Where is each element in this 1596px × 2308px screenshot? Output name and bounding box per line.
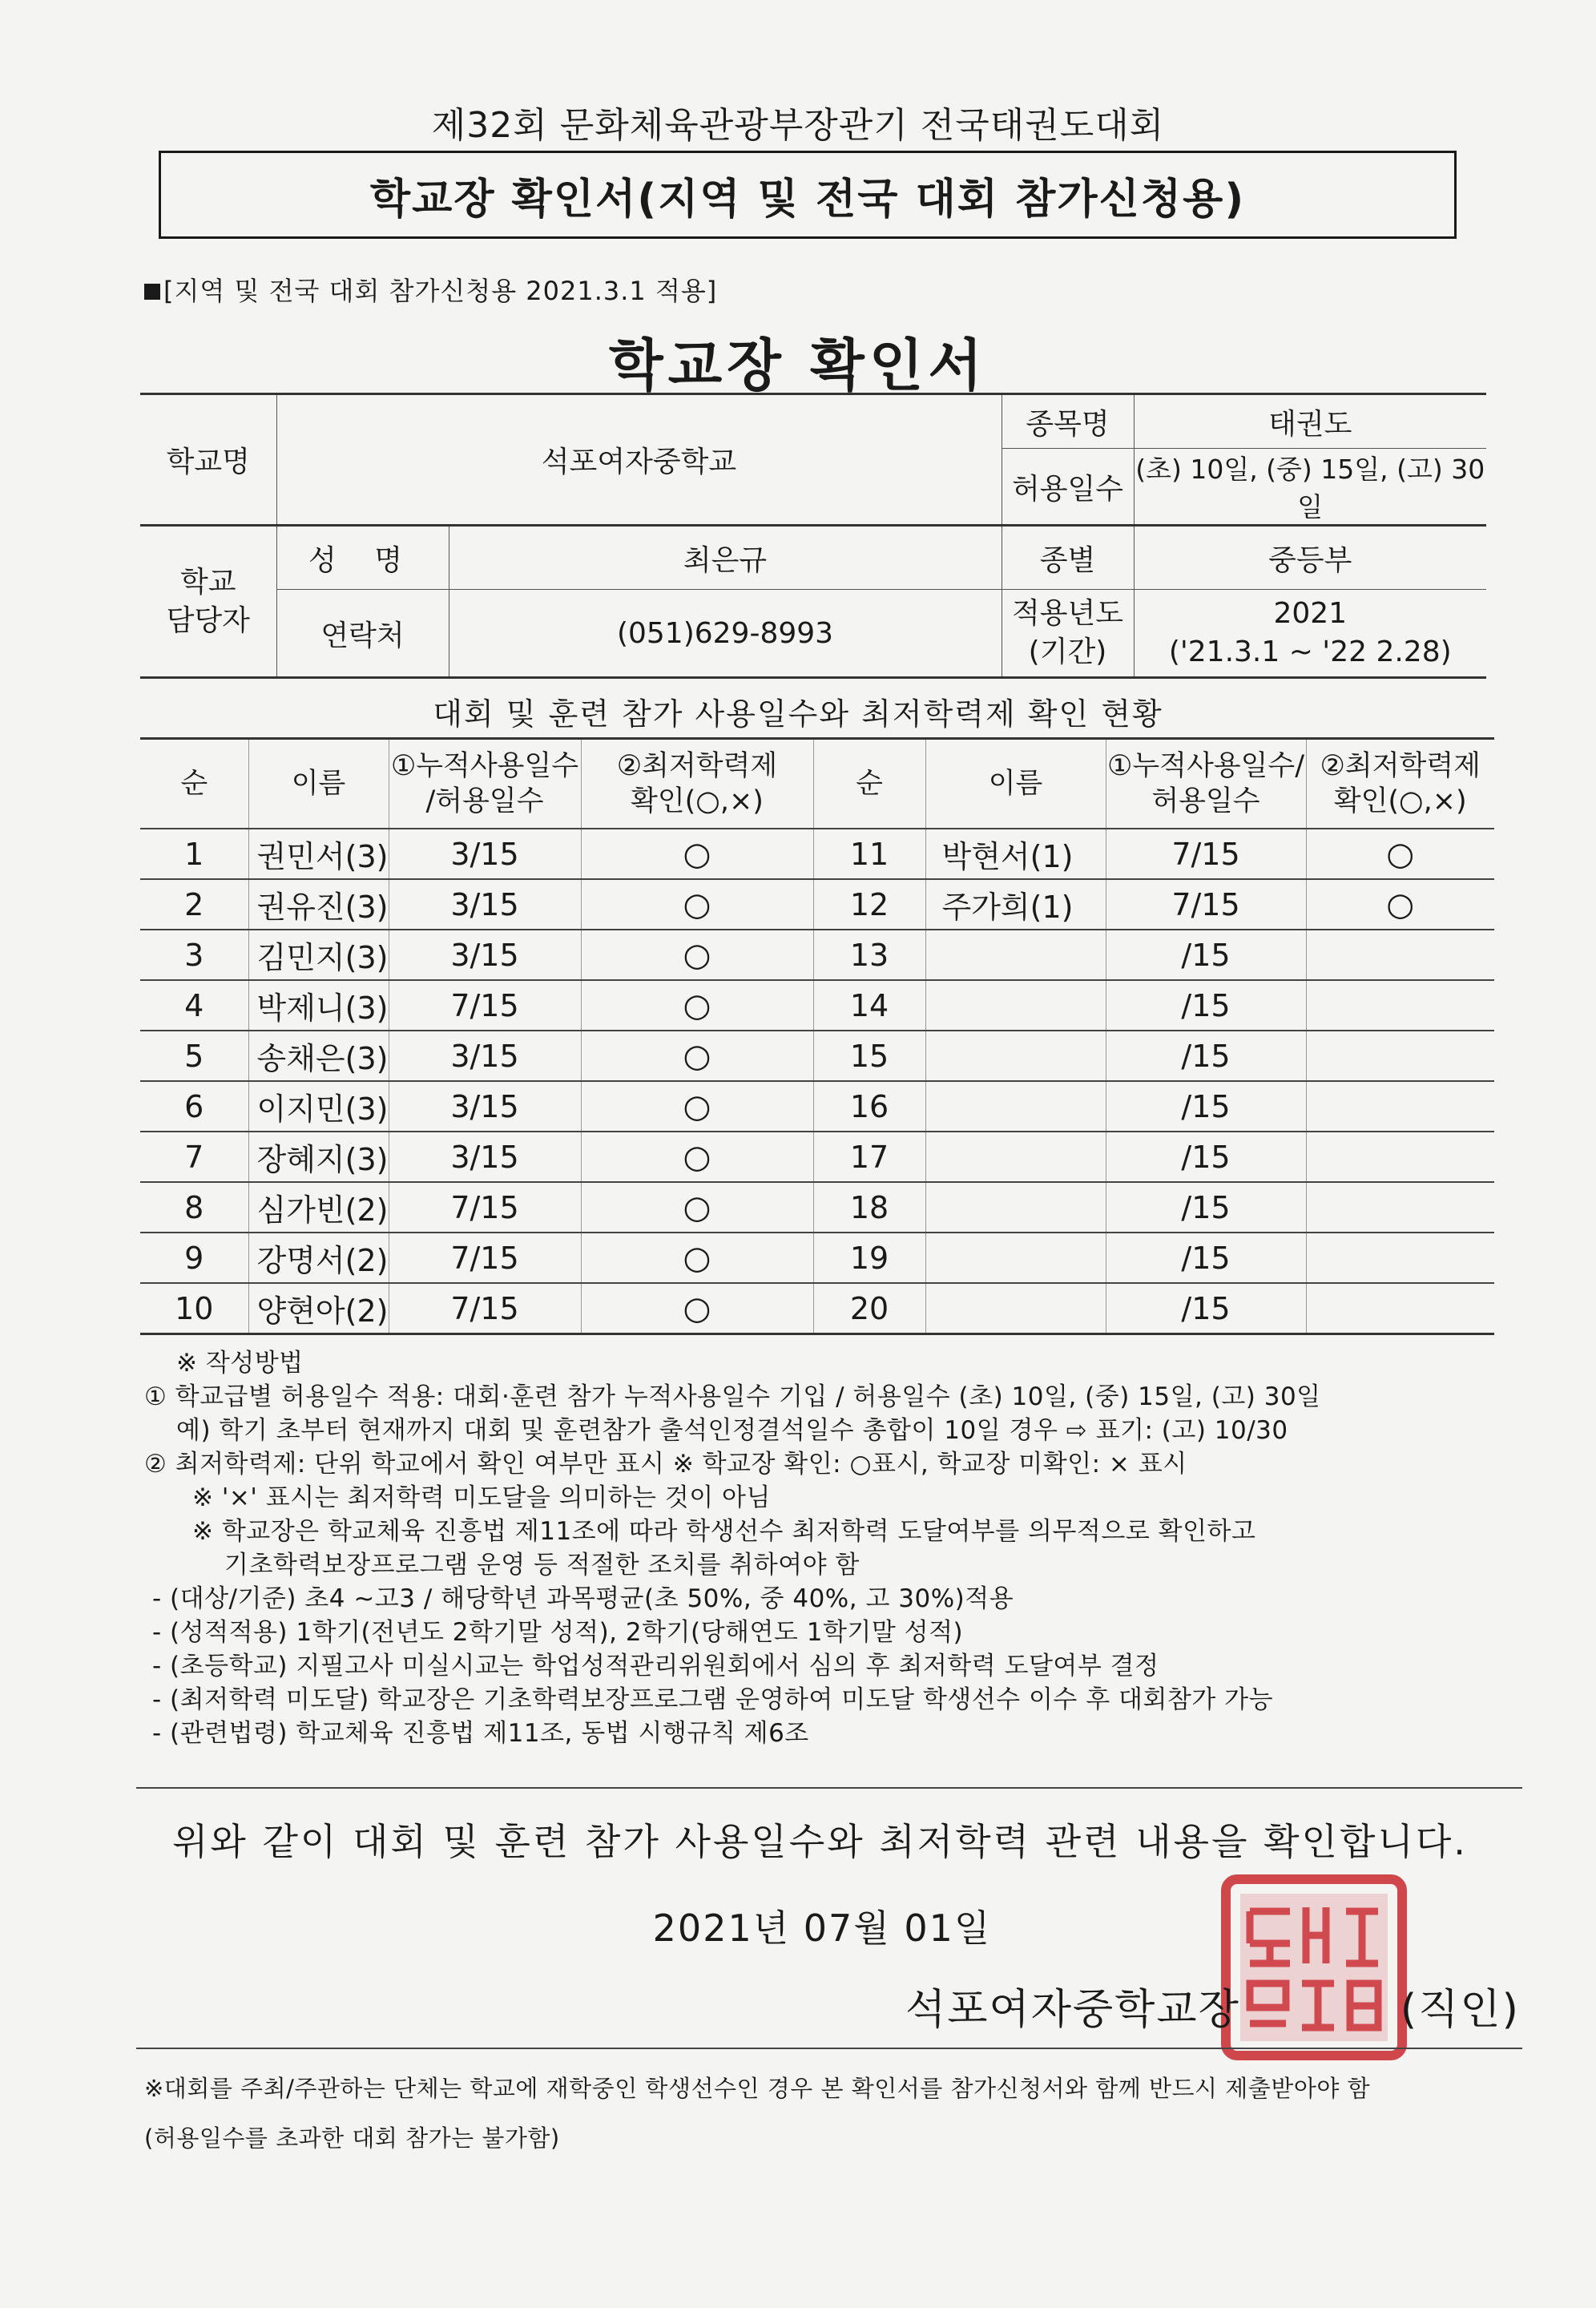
col-header-name: 이름 xyxy=(248,739,389,829)
instructions-heading: ※ 작성방법 xyxy=(176,1349,304,1378)
divider xyxy=(136,1787,1522,1789)
row-days: 3/15 xyxy=(389,1031,581,1081)
instruction-line: - (초등학교) 지필고사 미실시교는 학업성적관리위원회에서 심의 후 최저학력 도달여부 결정 xyxy=(152,1652,1159,1681)
row-no: 5 xyxy=(140,1031,248,1081)
row-days2: 7/15 xyxy=(1106,879,1306,930)
divider xyxy=(136,2048,1522,2049)
year-cell xyxy=(1134,590,1486,678)
signer-line xyxy=(905,1975,1520,2036)
row-days: 3/15 xyxy=(389,829,581,879)
row-name2 xyxy=(925,1031,1106,1081)
category-value: 중등부 xyxy=(1134,526,1486,590)
signer-school: 석포여자중학교장 xyxy=(905,1986,1240,2034)
instruction-line: ① 학교급별 허용일수 적용: 대회·훈련 참가 누적사용일수 기입 / 허용일수 (초) 10일, (중) 15일, (고) 30일 xyxy=(144,1382,1321,1411)
section-title: 대회 및 훈련 참가 사용일수와 최저학력제 확인 현황 xyxy=(433,696,1163,732)
row-days2: /15 xyxy=(1106,1233,1306,1283)
main-title: 학교장 확인서 xyxy=(608,333,988,398)
row-days: 7/15 xyxy=(389,1233,581,1283)
table-row xyxy=(140,930,1494,980)
school-name-value: 석포여자중학교 xyxy=(276,394,1002,526)
footer-notes xyxy=(144,2064,1506,2163)
header-box-title-text: 학교장 확인서(지역 및 전국 대회 참가신청용) xyxy=(369,175,1246,224)
row-no2: 11 xyxy=(813,829,925,879)
row-name2 xyxy=(925,1283,1106,1334)
row-academic-mark: ○ xyxy=(581,930,813,980)
signer-seal-label: (직인) xyxy=(1400,1986,1520,2034)
instruction-line: ※ '×' 표시는 최저학력 미도달을 의미하는 것이 아님 xyxy=(192,1483,771,1512)
year-label: 적용년도 (기간) xyxy=(1002,590,1134,678)
row-days2: /15 xyxy=(1106,1081,1306,1132)
row-no: 3 xyxy=(140,930,248,980)
row-no2: 14 xyxy=(813,980,925,1031)
row-days: 3/15 xyxy=(389,930,581,980)
table-row xyxy=(140,1283,1494,1334)
row-name2: 주가희(1) xyxy=(925,879,1106,930)
row-days: 7/15 xyxy=(389,980,581,1031)
row-academic-mark2 xyxy=(1306,1031,1494,1081)
square-bullet-icon xyxy=(144,284,160,300)
manager-name-label: 성 명 xyxy=(276,526,449,590)
instruction-line: ※ 학교장은 학교체육 진흥법 제11조에 따라 학생선수 최저학력 도달여부를 의무적으로 확인하고 xyxy=(192,1517,1256,1546)
row-days2: /15 xyxy=(1106,1182,1306,1233)
row-name2 xyxy=(925,1182,1106,1233)
row-days: 3/15 xyxy=(389,1081,581,1132)
row-no: 2 xyxy=(140,879,248,930)
event-title: 제32회 문화체육관광부장관기 전국태권도대회 xyxy=(431,105,1165,146)
col-header-days2: ①누적사용일수/ 허용일수 xyxy=(1106,739,1306,829)
row-no: 9 xyxy=(140,1233,248,1283)
row-no2: 12 xyxy=(813,879,925,930)
row-days2: /15 xyxy=(1106,1283,1306,1334)
row-academic-mark2 xyxy=(1306,1283,1494,1334)
row-academic-mark2: ○ xyxy=(1306,879,1494,930)
row-days: 3/15 xyxy=(389,879,581,930)
contact-value: (051)629-8993 xyxy=(449,590,1002,678)
col-header-academic2: ②최저학력제 확인(○,×) xyxy=(1306,739,1494,829)
row-academic-mark: ○ xyxy=(581,1031,813,1081)
row-name2 xyxy=(925,1081,1106,1132)
row-no: 8 xyxy=(140,1182,248,1233)
row-academic-mark: ○ xyxy=(581,879,813,930)
row-days: 3/15 xyxy=(389,1132,581,1182)
row-name: 장혜지(3) xyxy=(248,1132,389,1182)
roster-table xyxy=(140,737,1494,1335)
row-academic-mark: ○ xyxy=(581,1132,813,1182)
manager-name-value: 최은규 xyxy=(449,526,1002,590)
school-name-label: 학교명 xyxy=(140,394,276,526)
allowed-days-label: 허용일수 xyxy=(1002,449,1134,526)
instruction-line: - (최저학력 미도달) 학교장은 기초학력보장프로그램 운영하여 미도달 학생선수 이수 후 대회참가 가능 xyxy=(152,1685,1274,1714)
row-name2: 박현서(1) xyxy=(925,829,1106,879)
row-name: 심가빈(2) xyxy=(248,1182,389,1233)
row-days: 7/15 xyxy=(389,1182,581,1233)
row-no2: 20 xyxy=(813,1283,925,1334)
row-name: 권민서(3) xyxy=(248,829,389,879)
row-no: 4 xyxy=(140,980,248,1031)
row-name: 송채은(3) xyxy=(248,1031,389,1081)
header-box-title xyxy=(159,151,1457,239)
row-academic-mark: ○ xyxy=(581,980,813,1031)
table-row xyxy=(140,1132,1494,1182)
instruction-line: - (관련법령) 학교체육 진흥법 제11조, 동법 시행규칙 제6조 xyxy=(152,1719,809,1748)
row-name2 xyxy=(925,930,1106,980)
table-row xyxy=(140,980,1494,1031)
col-header-no2: 순 xyxy=(813,739,925,829)
manager-label: 학교 담당자 xyxy=(140,526,276,678)
footer-note: (허용일수를 초과한 대회 참가는 불가함) xyxy=(144,2124,560,2152)
apply-note xyxy=(144,271,717,308)
row-name: 김민지(3) xyxy=(248,930,389,980)
row-no2: 15 xyxy=(813,1031,925,1081)
row-no2: 16 xyxy=(813,1081,925,1132)
sport-value: 태권도 xyxy=(1134,394,1486,449)
row-days: 7/15 xyxy=(389,1283,581,1334)
period-value: ('21.3.1 ~ '22 2.28) xyxy=(1168,636,1452,668)
row-no2: 17 xyxy=(813,1132,925,1182)
row-no: 10 xyxy=(140,1283,248,1334)
row-days2: /15 xyxy=(1106,930,1306,980)
school-info-table xyxy=(140,393,1486,679)
category-label: 종별 xyxy=(1002,526,1134,590)
table-row xyxy=(140,1233,1494,1283)
table-row xyxy=(140,1182,1494,1233)
col-header-name2: 이름 xyxy=(925,739,1106,829)
row-days2: /15 xyxy=(1106,1132,1306,1182)
table-row xyxy=(140,829,1494,879)
row-academic-mark: ○ xyxy=(581,1233,813,1283)
row-no: 7 xyxy=(140,1132,248,1182)
col-header-no: 순 xyxy=(140,739,248,829)
instruction-line: - (대상/기준) 초4 ~고3 / 해당학년 과목평균(초 50%, 중 40%, 고 30%)적용 xyxy=(152,1584,1014,1613)
row-academic-mark: ○ xyxy=(581,1182,813,1233)
row-academic-mark2 xyxy=(1306,1182,1494,1233)
row-academic-mark2 xyxy=(1306,1132,1494,1182)
row-academic-mark: ○ xyxy=(581,1081,813,1132)
row-name2 xyxy=(925,980,1106,1031)
issue-date: 2021년 07월 01일 xyxy=(652,1907,992,1950)
row-academic-mark2 xyxy=(1306,1233,1494,1283)
row-no2: 19 xyxy=(813,1233,925,1283)
instruction-line: 기초학력보장프로그램 운영 등 적절한 조치를 취하여야 함 xyxy=(224,1551,860,1580)
row-academic-mark2 xyxy=(1306,930,1494,980)
apply-note-text: [지역 및 전국 대회 참가신청용 2021.3.1 적용] xyxy=(163,276,718,306)
year-value: 2021 xyxy=(1273,597,1348,630)
instruction-line: 예) 학기 초부터 현재까지 대회 및 훈련참가 출석인정결석일수 총합이 10일 경우 ⇨ 표기: (고) 10/30 xyxy=(176,1416,1288,1445)
row-no2: 18 xyxy=(813,1182,925,1233)
row-academic-mark: ○ xyxy=(581,1283,813,1334)
row-name: 강명서(2) xyxy=(248,1233,389,1283)
row-academic-mark2 xyxy=(1306,1081,1494,1132)
table-row xyxy=(140,1081,1494,1132)
row-days2: /15 xyxy=(1106,1031,1306,1081)
row-name: 박제니(3) xyxy=(248,980,389,1031)
writing-instructions xyxy=(144,1346,1506,1750)
table-row xyxy=(140,1031,1494,1081)
contact-label: 연락처 xyxy=(276,590,449,678)
table-row xyxy=(140,879,1494,930)
instruction-line: - (성적적용) 1학기(전년도 2학기말 성적), 2학기(당해연도 1학기말 성적) xyxy=(152,1618,964,1647)
instruction-line: ② 최저학력제: 단위 학교에서 확인 여부만 표시 ※ 학교장 확인: ○표시, 학교장 미확인: × 표시 xyxy=(144,1450,1187,1479)
col-header-days: ①누적사용일수 /허용일수 xyxy=(389,739,581,829)
row-no: 6 xyxy=(140,1081,248,1132)
col-header-academic: ②최저학력제 확인(○,×) xyxy=(581,739,813,829)
row-academic-mark: ○ xyxy=(581,829,813,879)
sport-label: 종목명 xyxy=(1002,394,1134,449)
confirmation-statement: 위와 같이 대회 및 훈련 참가 사용일수와 최저학력 관련 내용을 확인합니다. xyxy=(172,1820,1468,1863)
row-no: 1 xyxy=(140,829,248,879)
row-name2 xyxy=(925,1132,1106,1182)
row-name2 xyxy=(925,1233,1106,1283)
row-days2: /15 xyxy=(1106,980,1306,1031)
row-academic-mark2: ○ xyxy=(1306,829,1494,879)
row-no2: 13 xyxy=(813,930,925,980)
row-name: 권유진(3) xyxy=(248,879,389,930)
row-academic-mark2 xyxy=(1306,980,1494,1031)
row-name: 양현아(2) xyxy=(248,1283,389,1334)
allowed-days-value: (초) 10일, (중) 15일, (고) 30일 xyxy=(1134,449,1486,526)
row-name: 이지민(3) xyxy=(248,1081,389,1132)
row-days2: 7/15 xyxy=(1106,829,1306,879)
footer-note: ※대회를 주최/주관하는 단체는 학교에 재학중인 학생선수인 경우 본 확인서를 참가신청서와 함께 반드시 제출받아야 함 xyxy=(144,2075,1371,2102)
